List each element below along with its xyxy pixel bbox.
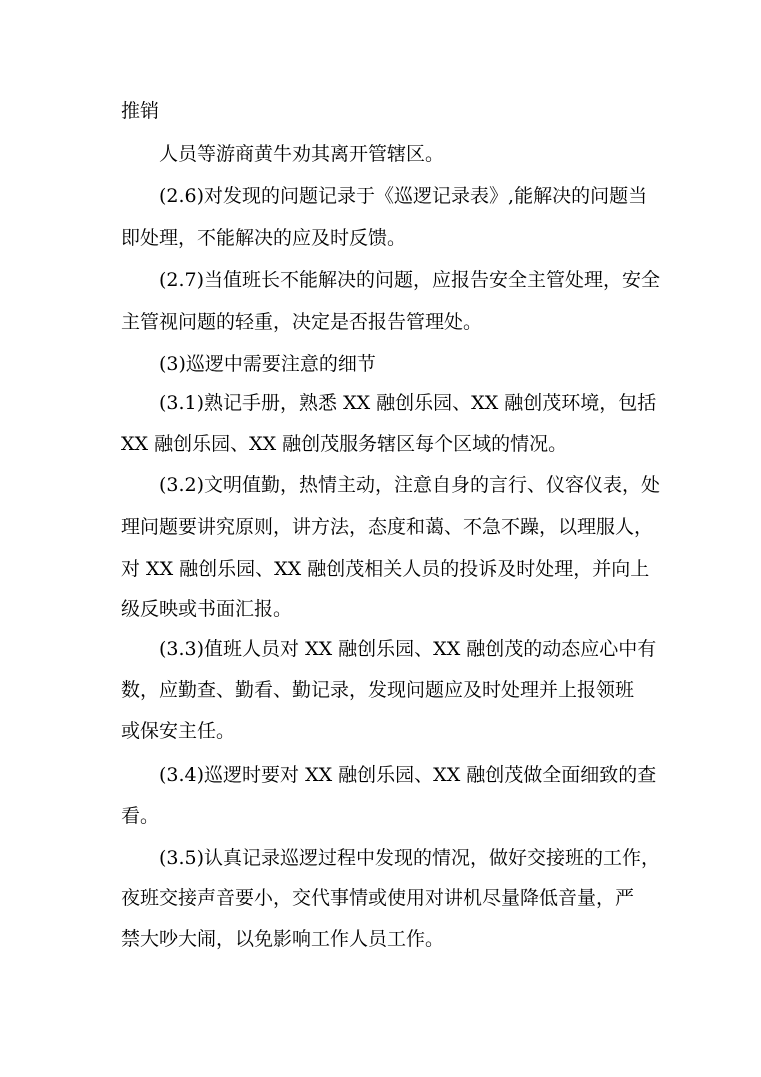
text-line: 理问题要讲究原则，讲方法，态度和蔼、不急不躁，以理服人， <box>121 516 654 538</box>
text-line: 看。 <box>121 805 160 827</box>
text-line: 对 XX 融创乐园、XX 融创茂相关人员的投诉及时处理，并向上 <box>121 558 650 580</box>
text-line: 数，应勤查、勤看、勤记录，发现问题应及时处理并上报领班 <box>121 679 635 701</box>
text-line: XX 融创乐园、XX 融创茂服务辖区每个区域的情况。 <box>121 433 568 455</box>
text-line: (3.4)巡逻时要对 XX 融创乐园、XX 融创茂做全面细致的查 <box>159 764 657 786</box>
text-line: 或保安主任。 <box>121 720 236 742</box>
text-line: (2.7)当值班长不能解决的问题，应报告安全主管处理，安全 <box>159 269 661 291</box>
text-line: 夜班交接声音要小，交代事情或使用对讲机尽量降低音量，严 <box>121 887 635 909</box>
text-line: 主管视问题的轻重，决定是否报告管理处。 <box>121 311 483 333</box>
text-line: (3.2)文明值勤，热情主动，注意自身的言行、仪容仪表，处 <box>159 474 661 496</box>
text-line: 禁大吵大闹，以免影响工作人员工作。 <box>121 928 445 950</box>
text-line: 人员等游商黄牛劝其离开管辖区。 <box>159 143 445 165</box>
text-line: (2.6)对发现的问题记录于《巡逻记录表》,能解决的问题当 <box>159 185 648 207</box>
text-line: (3.3)值班人员对 XX 融创乐园、XX 融创茂的动态应心中有 <box>159 638 657 660</box>
text-line: (3.5)认真记录巡逻过程中发现的情况，做好交接班的工作， <box>159 847 661 869</box>
text-line: 即处理，不能解决的应及时反馈。 <box>121 227 407 249</box>
text-line: (3)巡逻中需要注意的细节 <box>159 353 376 375</box>
text-line: 推销 <box>121 100 160 122</box>
text-line: (3.1)熟记手册，熟悉 XX 融创乐园、XX 融创茂环境，包括 <box>159 392 657 414</box>
text-line: 级反映或书面汇报。 <box>121 598 293 620</box>
